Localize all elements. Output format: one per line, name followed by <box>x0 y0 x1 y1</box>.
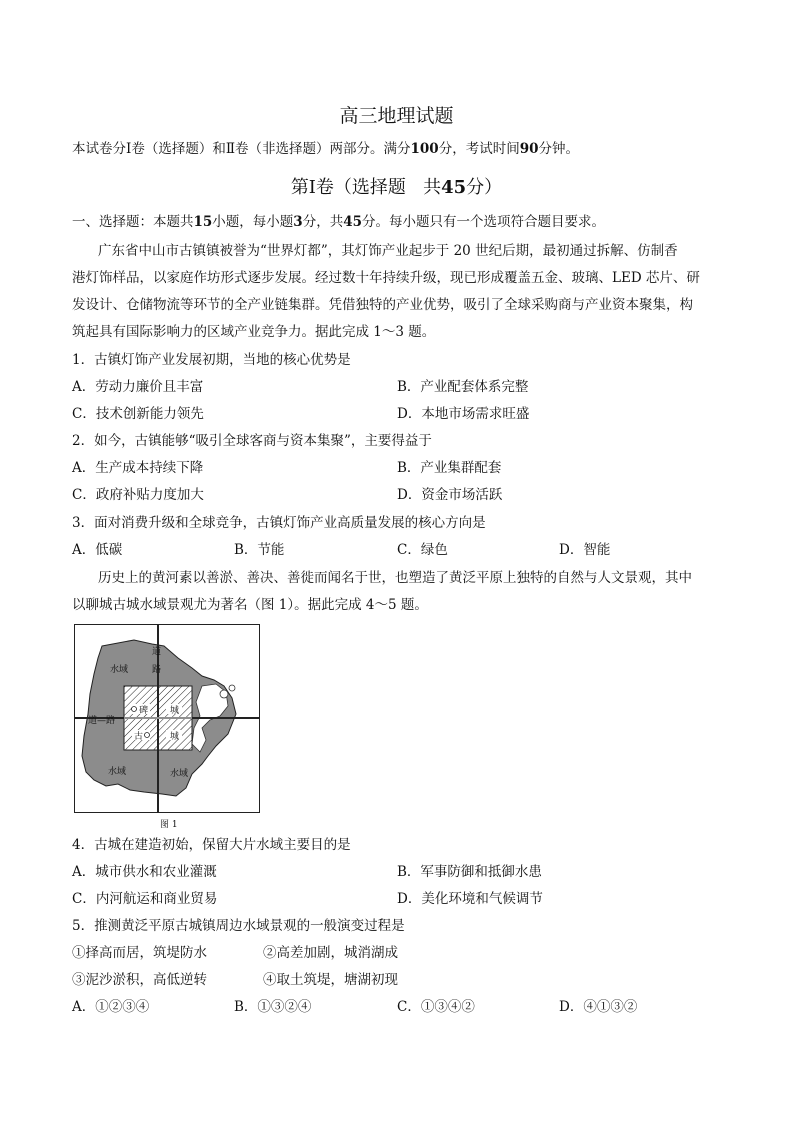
passage1-line: 筑起具有国际影响力的区域产业竞争力。据此完成 1～3 题。 <box>72 324 436 340</box>
q3-option-c[interactable]: C．绿色 <box>397 542 448 558</box>
q4-option-b[interactable]: B．军事防御和抵御水患 <box>397 864 542 880</box>
q5-statement-3: ③泥沙淤积，高低逆转 <box>72 972 207 988</box>
q1-option-d[interactable]: D．本地市场需求旺盛 <box>397 406 530 422</box>
q1-stem: 1．古镇灯饰产业发展初期，当地的核心优势是 <box>72 352 351 368</box>
q3-option-a[interactable]: A．低碳 <box>72 542 123 558</box>
passage1-line: 发设计、仓储物流等环节的全产业链集群。凭借独特的产业优势，吸引了全球采购商与产业资本聚集，构 <box>72 297 693 313</box>
passage1-line: 广东省中山市古镇镇被誉为“世界灯都”，其灯饰产业起步于 20 世纪后期，最初通过拆解、仿制香 <box>98 243 678 259</box>
q5-option-d[interactable]: D．④①③② <box>559 999 638 1015</box>
label-water-nw: 水域 <box>110 665 129 675</box>
figure-caption: 图 1 <box>160 820 178 830</box>
label-road-n2: 路 <box>152 665 162 675</box>
q2-option-b[interactable]: B．产业集群配套 <box>397 460 502 476</box>
label-road-n1: 道 <box>152 647 162 657</box>
q2-option-c[interactable]: C．政府补贴力度加大 <box>72 487 204 503</box>
instruction: 一、选择题：本题共15小题，每小题3分，共45分。每小题只有一个选项符合题目要求。 <box>72 214 605 230</box>
q5-option-a[interactable]: A．①②③④ <box>72 999 150 1015</box>
q1-option-a[interactable]: A．劳动力廉价且丰富 <box>72 379 204 395</box>
q2-stem: 2．如今，古镇能够“吸引全球客商与资本集聚”，主要得益于 <box>72 433 432 449</box>
q4-option-d[interactable]: D．美化环境和气候调节 <box>397 891 543 907</box>
q5-statement-4: ④取土筑堤，塘湖初现 <box>263 972 398 988</box>
label-city-1: 城 <box>170 706 180 716</box>
q5-option-c[interactable]: C．①③④② <box>397 999 475 1015</box>
section-heading: 第Ⅰ卷（选择题 共45分） <box>290 177 503 198</box>
passage2-line: 历史上的黄河素以善淤、善决、善徙而闻名于世，也塑造了黄泛平原上独特的自然与人文景观，其中 <box>98 570 692 586</box>
q5-statement-1: ①择高而居，筑堤防水 <box>72 945 207 961</box>
q3-stem: 3．面对消费升级和全球竞争，古镇灯饰产业高质量发展的核心方向是 <box>72 515 486 531</box>
q4-stem: 4．古城在建造初始，保留大片水域主要目的是 <box>72 837 351 853</box>
q5-stem: 5．推测黄泛平原古城镇周边水域景观的一般演变过程是 <box>72 918 405 934</box>
q1-option-b[interactable]: B．产业配套体系完整 <box>397 379 529 395</box>
passage1-line: 港灯饰样品，以家庭作坊形式逐步发展。经过数十年持续升级，现已形成覆盖五金、玻璃、LED 芯片、研 <box>72 270 700 286</box>
q4-option-a[interactable]: A．城市供水和农业灌溉 <box>72 864 217 880</box>
q2-option-a[interactable]: A．生产成本持续下降 <box>72 460 204 476</box>
page-title: 高三地理试题 <box>339 105 454 127</box>
q1-option-c[interactable]: C．技术创新能力领先 <box>72 406 204 422</box>
label-cell-1: 碑 <box>139 706 149 716</box>
label-cell-2: 古 <box>134 732 144 742</box>
label-road-w: 道—路 <box>88 716 116 726</box>
passage2-line: 以聊城古城水域景观尤为著名（图 1）。据此完成 4～5 题。 <box>72 597 428 613</box>
label-water-sw: 水域 <box>108 767 127 777</box>
label-city-2: 城 <box>170 732 180 742</box>
q4-option-c[interactable]: C．内河航运和商业贸易 <box>72 891 218 907</box>
figure-1-map <box>74 624 260 836</box>
label-water-se: 水域 <box>170 769 189 779</box>
q2-option-d[interactable]: D．资金市场活跃 <box>397 487 503 503</box>
exam-intro: 本试卷分Ⅰ卷（选择题）和Ⅱ卷（非选择题）两部分。满分100分，考试时间90分钟。 <box>72 141 579 157</box>
q5-option-b[interactable]: B．①③②④ <box>234 999 312 1015</box>
q3-option-d[interactable]: D．智能 <box>559 542 611 558</box>
q5-statement-2: ②高差加剧，城消湖成 <box>263 945 398 961</box>
q3-option-b[interactable]: B．节能 <box>234 542 285 558</box>
